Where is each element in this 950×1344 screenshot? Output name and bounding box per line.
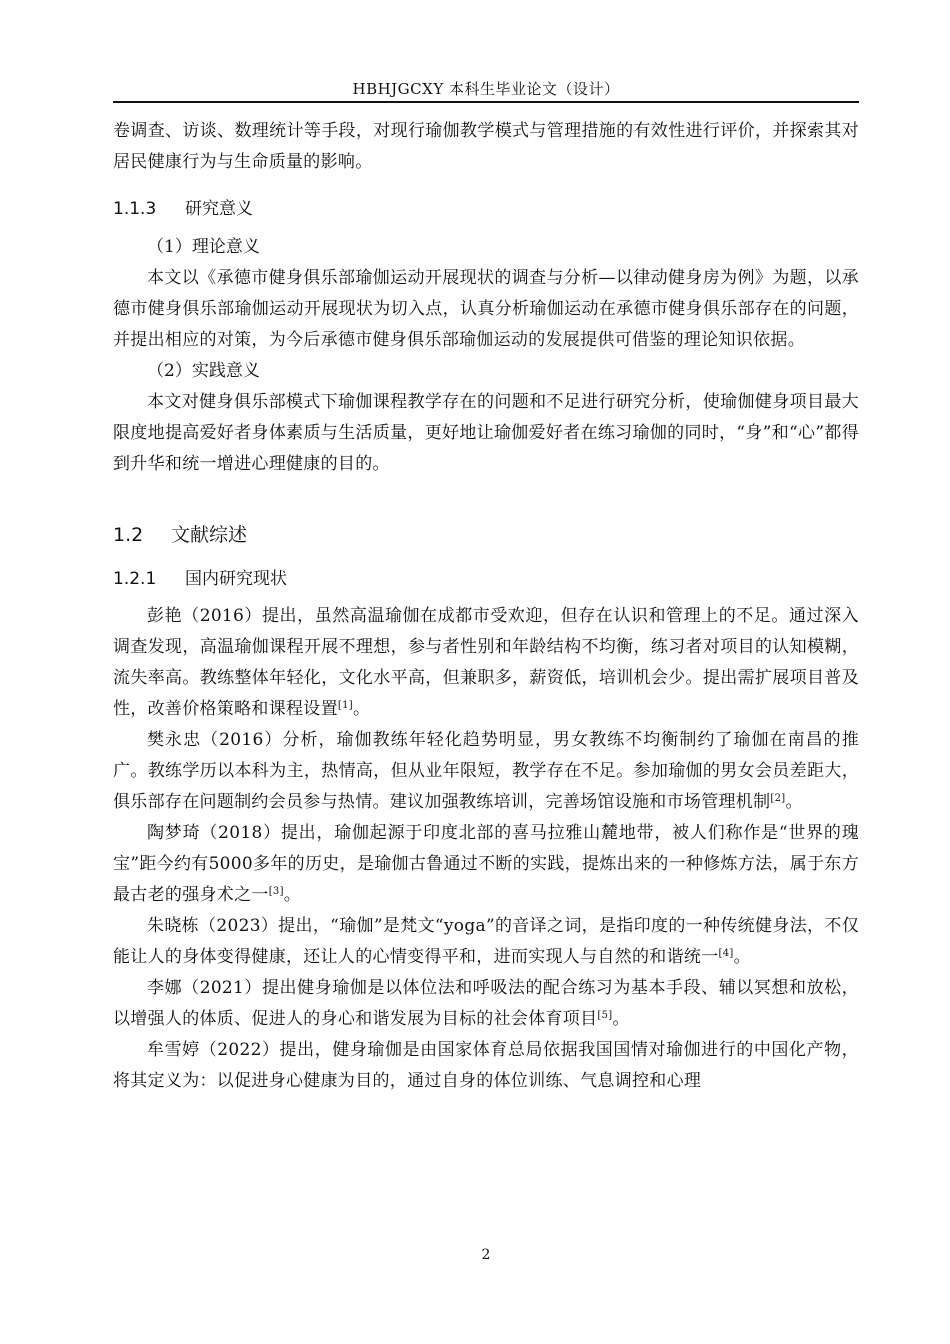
heading-1-2 (113, 518, 859, 552)
citation-ref: [4] (718, 948, 734, 959)
practice-label: （2）实践意义 (147, 361, 260, 381)
heading-1-1-3 (113, 194, 859, 225)
paragraph-text: 李娜（2021）提出健身瑜伽是以体位法和呼吸法的配合练习为基本手段、辅以冥想和放松，以增强人的体质、促进人的身心和谐发展为目标的社会体育项目 (113, 978, 859, 1029)
paragraph-text: 樊永忠（2016）分析，瑜伽教练年轻化趋势明显，男女教练不均衡制约了瑜伽在南昌的推广。教练学历以本科为主，热情高，但从业年限短，教学存在不足。参加瑜伽的男女会员差距大，俱乐部存在问题制约会员参与热情。建议加强教练培训，完善场馆设施和市场管理机制 (113, 730, 859, 812)
citation-ref: [5] (597, 1010, 613, 1021)
heading-title: 文献综述 (171, 524, 248, 546)
paragraph-text: 彭艳（2016）提出，虽然高温瑜伽在成都市受欢迎，但存在认识和管理上的不足。通过深入调查发现，高温瑜伽课程开展不理想，参与者性别和年龄结构不均衡，练习者对项目的认知模糊，流失率高。教练整体年轻化，文化水平高，但兼职多，薪资低，培训机会少。提出需扩展项目普及性，改善价格策略和课程设置 (113, 606, 859, 719)
citation-ref: [1] (337, 700, 353, 711)
page-number: 2 (481, 1247, 491, 1263)
literature-review (113, 601, 859, 1097)
theory-paragraph: 本文以《承德市健身俱乐部瑜伽运动开展现状的调查与分析—以律动健身房为例》为题，以承德市健身俱乐部瑜伽运动开展现状为切入点，认真分析瑜伽运动在承德市健身俱乐部存在的问题，并提出相应的对策，为今后承德市健身俱乐部瑜伽运动的发展提供可借鉴的理论知识依据。 (113, 268, 859, 350)
paragraph-end: 。 (733, 947, 751, 967)
paragraph-end: 。 (352, 699, 371, 719)
review-paragraph-1 (113, 601, 859, 725)
citation-ref: [3] (268, 886, 284, 897)
review-paragraph-4 (113, 911, 859, 973)
paragraph-text: 陶梦琦（2018）提出，瑜伽起源于印度北部的喜马拉雅山麓地带，被人们称作是“世界的瑰宝”距今约有5000多年的历史，是瑜伽古鲁通过不断的实践，提炼出来的一种修炼方法，属于东方最古老的强身术之一 (113, 823, 859, 905)
heading-number: 1.1.3 (113, 199, 157, 219)
citation-ref: [2] (770, 793, 786, 804)
practice-paragraph: 本文对健身俱乐部模式下瑜伽课程教学存在的问题和不足进行研究分析，使瑜伽健身项目最大限度地提高爱好者身体素质与生活质量，更好地让瑜伽爱好者在练习瑜伽的同时，“身”和“心”都得到升华和统一增进心理健康的目的。 (113, 392, 859, 474)
review-paragraph-3 (113, 818, 859, 911)
paragraph-end: 。 (785, 792, 803, 812)
intro-paragraph: 卷调查、访谈、数理统计等手段，对现行瑜伽教学模式与管理措施的有效性进行评价，并探索其对居民健康行为与生命质量的影响。 (113, 121, 859, 172)
heading-number: 1.2 (113, 524, 144, 546)
paragraph-text: 朱晓栋（2023）提出，“瑜伽”是梵文“yoga”的音译之词，是指印度的一种传统健身法，不仅能让人的身体变得健康，还让人的心情变得平和，进而实现人与自然的和谐统一 (113, 916, 859, 967)
paragraph-end: 。 (283, 885, 302, 905)
paragraph-end: 。 (612, 1009, 630, 1029)
review-paragraph-5 (113, 973, 859, 1035)
header-rule (113, 101, 859, 103)
heading-1-2-1 (113, 564, 859, 595)
page-header: HBHJGCXY 本科生毕业论文（设计） (352, 80, 620, 98)
page-body (113, 116, 859, 1097)
heading-title: 研究意义 (185, 199, 253, 219)
theory-label: （1）理论意义 (147, 237, 260, 257)
heading-number: 1.2.1 (113, 569, 157, 589)
paragraph-text: 牟雪婷（2022）提出，健身瑜伽是由国家体育总局依据我国国情对瑜伽进行的中国化产物，将其定义为：以促进身心健康为目的，通过自身的体位训练、气息调控和心理 (113, 1040, 859, 1091)
heading-title: 国内研究现状 (185, 569, 287, 589)
review-paragraph-2 (113, 725, 859, 818)
review-paragraph-6 (113, 1035, 859, 1097)
